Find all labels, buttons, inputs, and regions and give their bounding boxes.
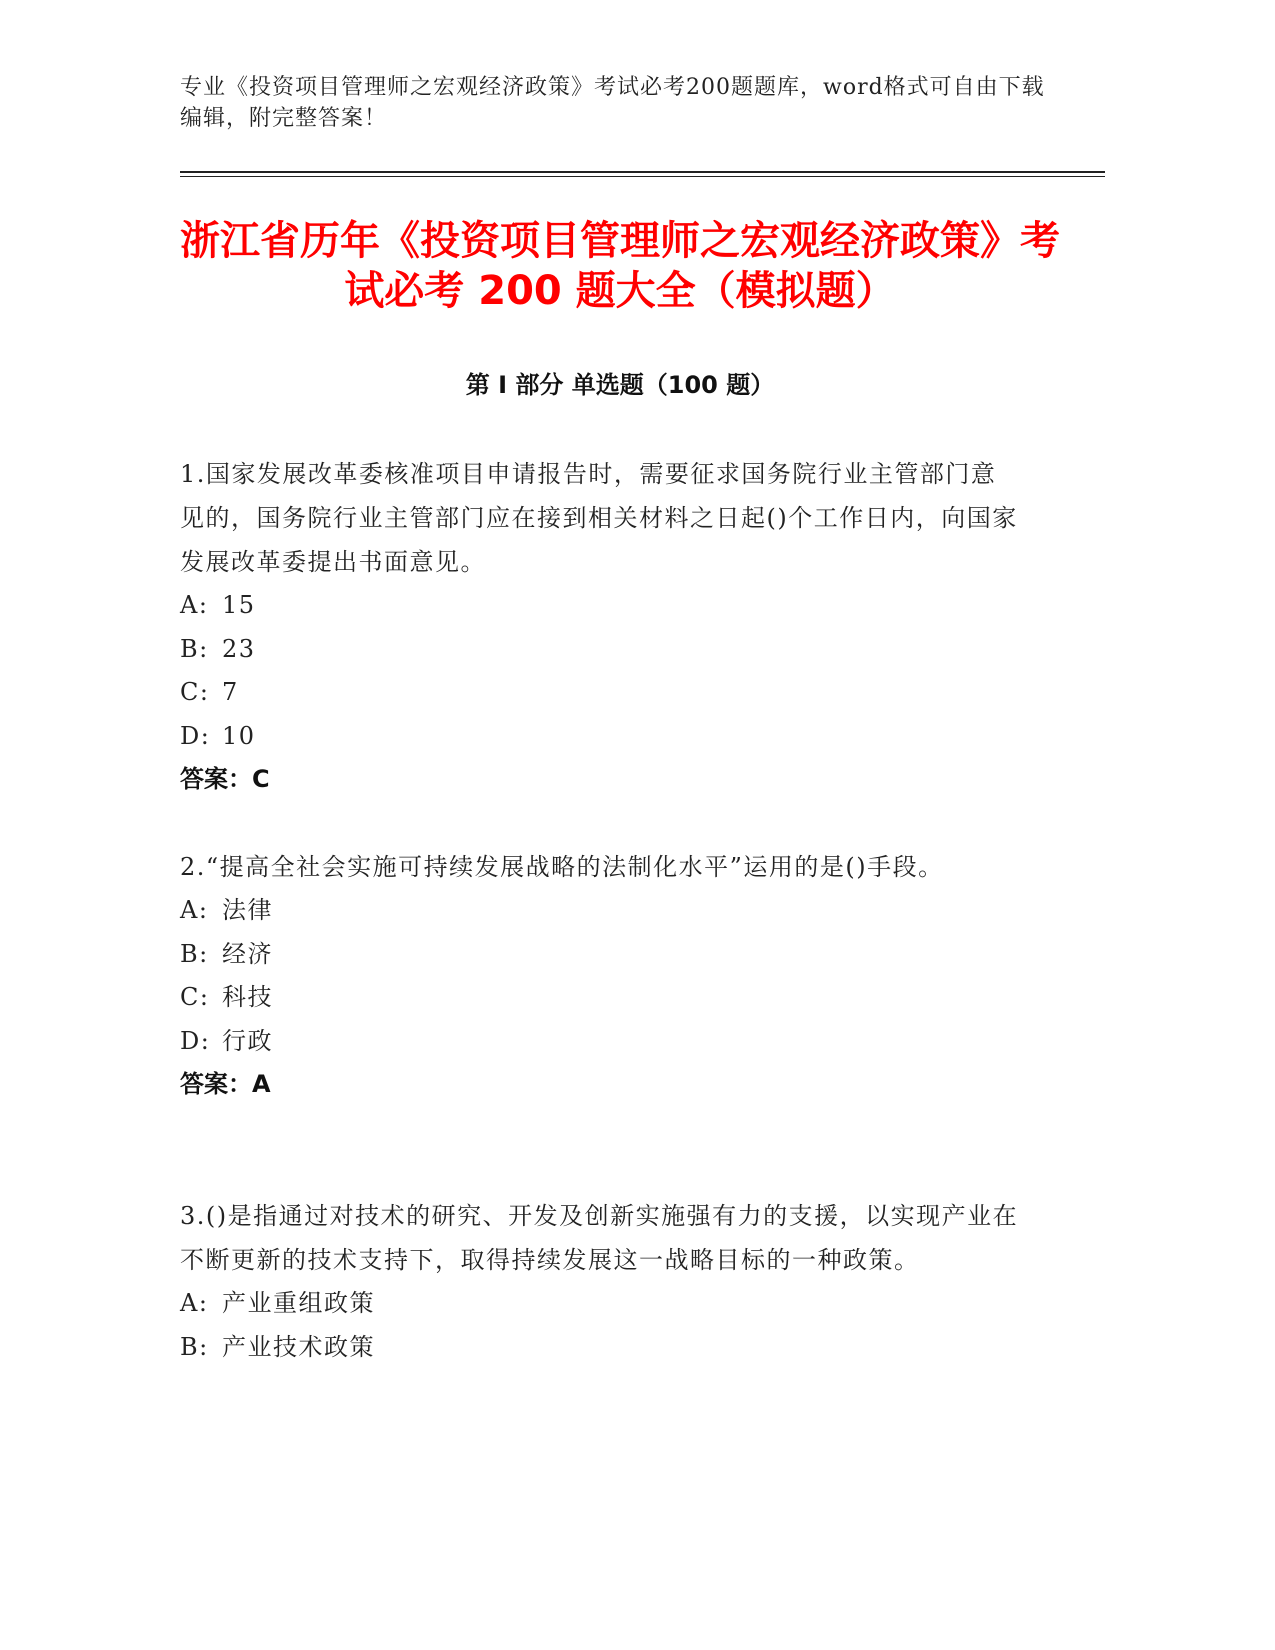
option-text: 产业重组政策 <box>222 1289 375 1317</box>
option-a <box>180 1282 1020 1326</box>
option-d <box>180 715 1020 759</box>
option-text: 10 <box>222 721 256 750</box>
option-key: B: <box>180 1332 209 1361</box>
option-text: 23 <box>222 634 256 663</box>
option-key: B: <box>180 634 209 663</box>
option-c <box>180 671 1020 715</box>
option-c <box>180 976 1020 1020</box>
question-stem: 3.()是指通过对技术的研究、开发及创新实施强有力的支援，以实现产业在不断更新的技术支持下，取得持续发展这一战略目标的一种政策。 <box>180 1202 1019 1274</box>
header-note: 专业《投资项目管理师之宏观经济政策》考试必考200题题库，word格式可自由下载编辑，附完整答案！ <box>180 75 1045 131</box>
option-d <box>180 1020 1020 1064</box>
option-text: 科技 <box>222 983 273 1011</box>
question-stem: 2.“提高全社会实施可持续发展战略的法制化水平”运用的是()手段。 <box>180 853 944 881</box>
option-key: A: <box>180 1289 209 1317</box>
option-a <box>180 584 1020 628</box>
option-key: C: <box>180 983 210 1011</box>
option-text: 法律 <box>222 896 273 924</box>
header-divider-thin <box>180 176 1105 177</box>
option-key: A: <box>180 896 209 924</box>
option-key: C: <box>180 678 210 706</box>
answer-label: 答案：C <box>180 765 270 793</box>
option-text: 15 <box>222 591 256 619</box>
option-key: B: <box>180 939 209 968</box>
option-a <box>180 889 1020 933</box>
question-1 <box>180 452 1020 801</box>
option-key: D: <box>180 721 211 750</box>
question-2 <box>180 845 1020 1106</box>
question-stem: 1.国家发展改革委核准项目申请报告时，需要征求国务院行业主管部门意见的，国务院行业主管部门应在接到相关材料之日起()个工作日内，向国家发展改革委提出书面意见。 <box>180 460 1018 576</box>
option-key: D: <box>180 1026 211 1055</box>
option-text: 产业技术政策 <box>222 1332 375 1361</box>
document-title: 浙江省历年《投资项目管理师之宏观经济政策》考试必考 200 题大全（模拟题） <box>180 218 1060 314</box>
question-3 <box>180 1194 1020 1369</box>
option-text: 7 <box>222 678 239 706</box>
section-heading: 第 I 部分 单选题（100 题） <box>465 371 775 399</box>
option-text: 经济 <box>222 939 273 968</box>
header-divider-thick <box>180 171 1105 173</box>
option-key: A: <box>180 591 209 619</box>
option-text: 行政 <box>222 1026 273 1055</box>
option-b <box>180 933 1020 977</box>
answer-label: 答案：A <box>180 1070 271 1098</box>
option-b <box>180 1326 1020 1370</box>
option-b <box>180 628 1020 672</box>
